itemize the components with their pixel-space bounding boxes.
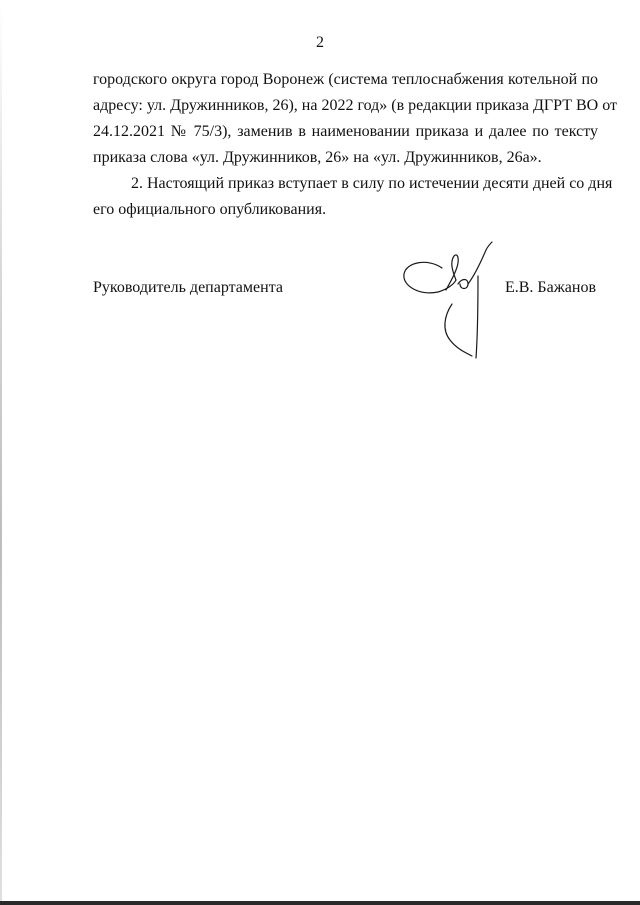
paragraph-1-line: адресу: ул. Дружинников, 26), на 2022 год» (в редакции приказа ДГРТ ВО от bbox=[93, 97, 617, 114]
paragraph-1 bbox=[93, 67, 617, 171]
page-number: 2 bbox=[316, 34, 324, 51]
paragraph-1-line: 24.12.2021 № 75/3), заменив в наименовании приказа и далее по тексту bbox=[93, 123, 598, 140]
signatory-name: Е.В. Бажанов bbox=[504, 279, 596, 296]
signature-row bbox=[93, 275, 598, 301]
scan-edge-left bbox=[0, 0, 2, 905]
handwritten-signature bbox=[398, 240, 508, 365]
paragraph-1-line: городского округа город Воронеж (система теплоснабжения котельной по bbox=[93, 71, 598, 88]
paragraph-1-line: приказа слова «ул. Дружинников, 26» на «ул. Дружинников, 26а». bbox=[93, 149, 542, 166]
paragraph-2-line: 2. Настоящий приказ вступает в силу по истечении десяти дней со дня bbox=[131, 175, 613, 192]
paragraph-2-line: его официального опубликования. bbox=[93, 201, 327, 218]
paragraph-2 bbox=[93, 171, 613, 223]
scan-edge-bottom bbox=[0, 901, 640, 905]
signatory-title: Руководитель департамента bbox=[93, 279, 283, 296]
